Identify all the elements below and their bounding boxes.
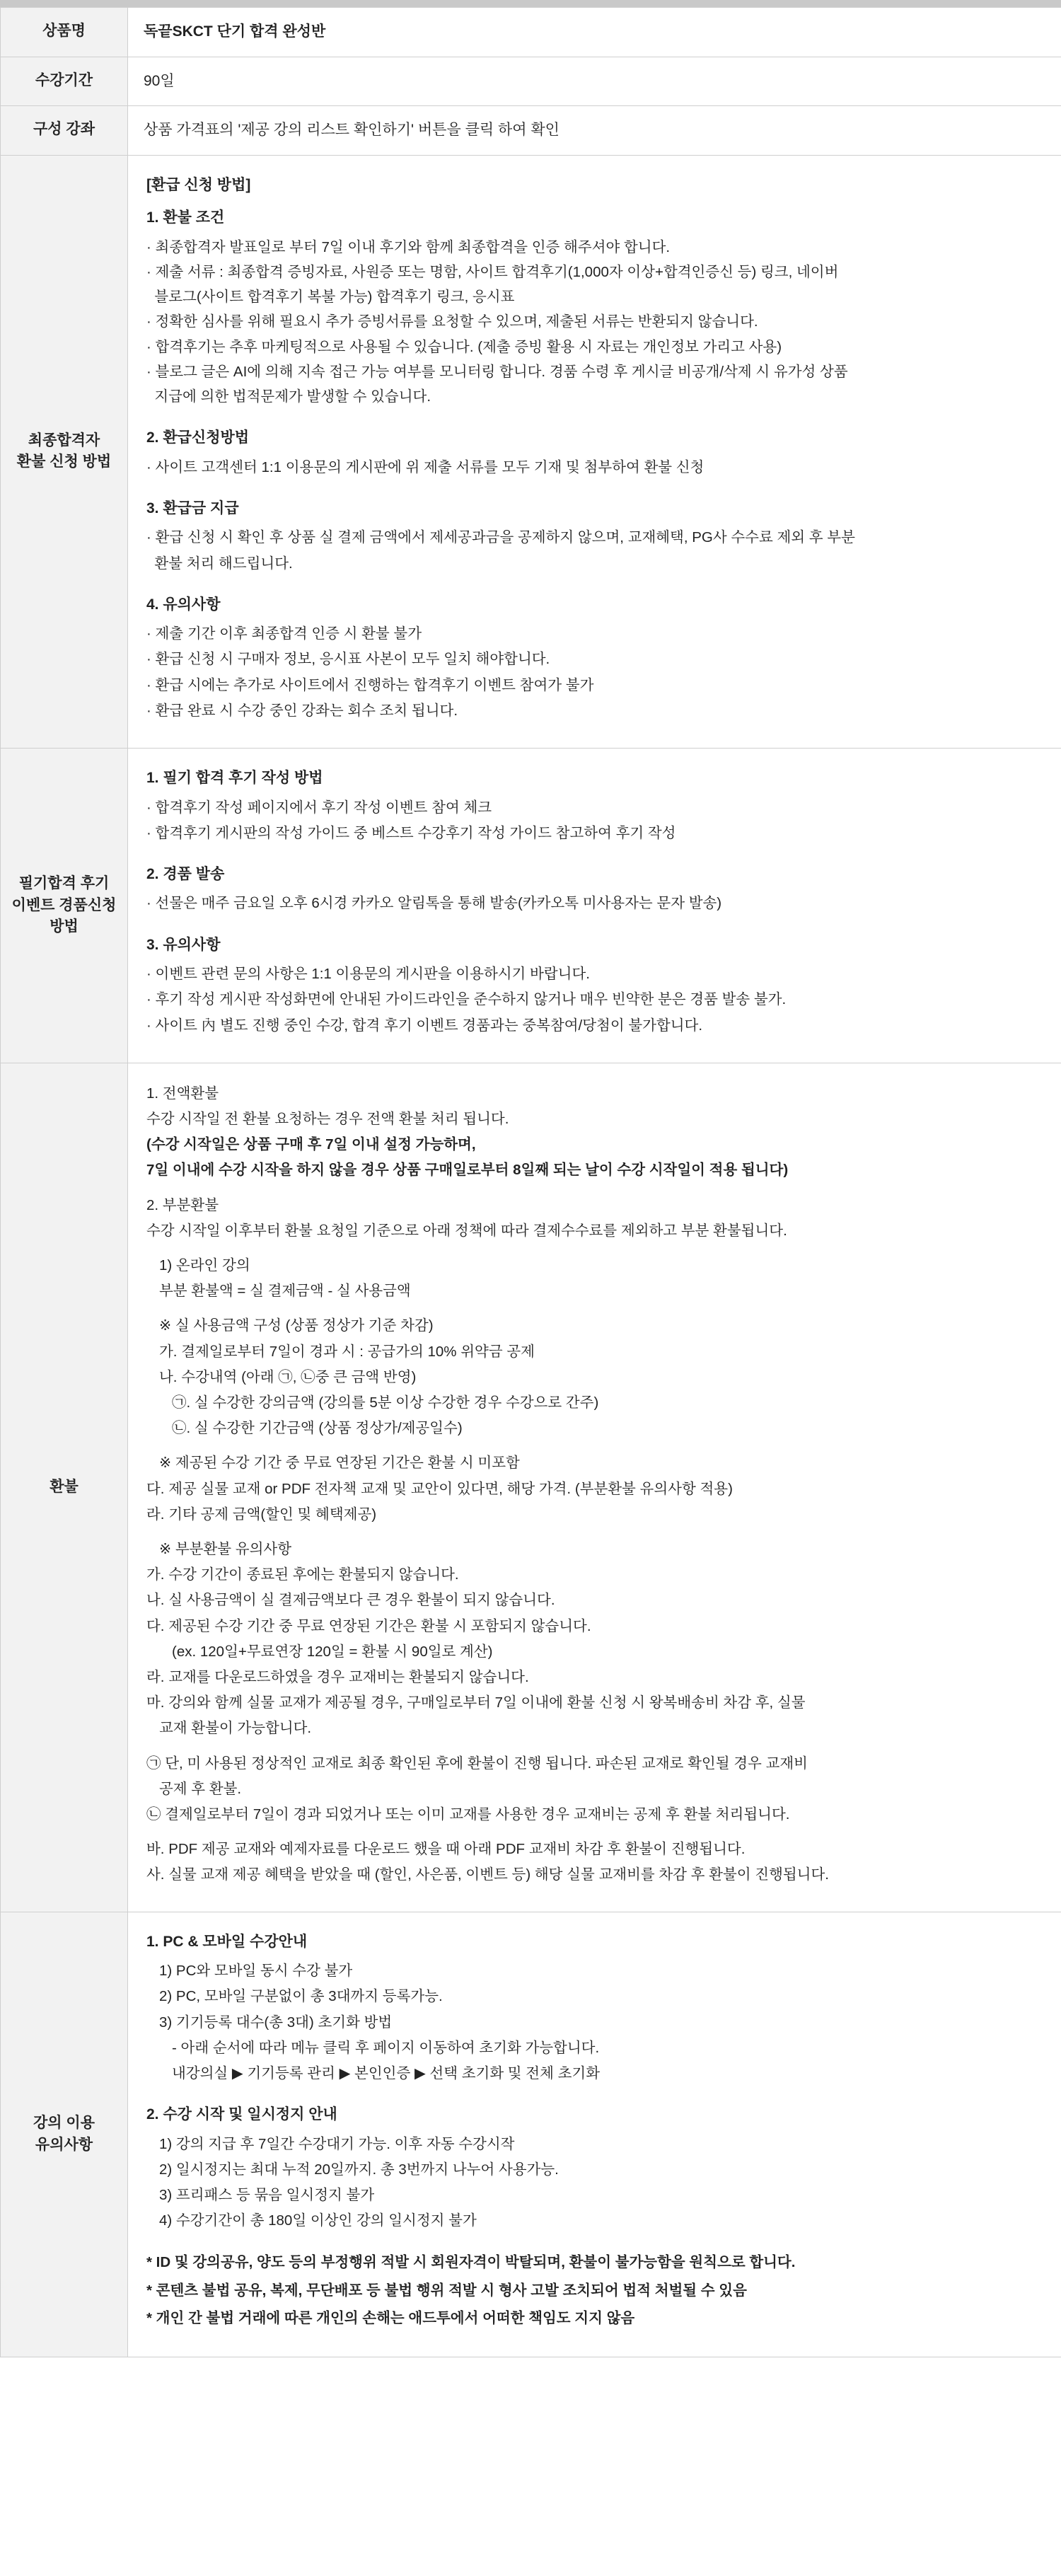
usage-line: 2) PC, 모바일 구분없이 총 3대까지 등록가능. [159,1988,443,2005]
row-value-refund-policy [128,1063,1061,1912]
refund-policy-body [144,1076,1045,1899]
row-value-usage [128,1912,1061,2357]
policy-line: 나. 실 사용금액이 실 결제금액보다 큰 경우 환불이 되지 않습니다. [146,1592,555,1609]
policy-line: 수강 시작일 이후부터 환불 요청일 기준으로 아래 정책에 따라 결제수수료를 제외하고 부분 환불됩니다. [146,1222,787,1239]
row-value-refund-application [128,155,1061,748]
policy-line: (ex. 120일+무료연장 120일 = 환불 시 90일로 계산) [172,1643,493,1660]
event-line: · 사이트 內 별도 진행 중인 수강, 합격 후기 이벤트 경품과는 중복참여/당첨이 불가합니다. [146,1017,703,1034]
event-line: · 합격후기 작성 페이지에서 후기 작성 이벤트 참여 체크 [146,799,492,816]
event-label-line3: 방법 [50,918,79,935]
policy-line: ㉡ 결제일로부터 7일이 경과 되었거나 또는 이미 교재를 사용한 경우 교재비는 공제 후 환불 처리됩니다. [146,1806,790,1823]
policy-line: 공제 후 환불. [159,1780,242,1797]
refund-group-conditions [146,207,1043,408]
refund-group-notes [146,594,1043,722]
event-group-title: 3. 유의사항 [146,936,221,953]
refund-line: · 환급 신청 시 구매자 정보, 응시표 사본이 모두 일치 해야합니다. [146,651,550,668]
event-line: · 이벤트 관련 문의 사항은 1:1 이용문의 게시판을 이용하시기 바랍니다. [146,966,590,983]
row-value-course-composition: 상품 가격표의 '제공 강의 리스트 확인하기' 버튼을 클릭 하여 확인 [128,106,1061,156]
refund-group-how-to-apply [146,427,1043,479]
table-row-refund-policy [1,1063,1061,1912]
table-row [1,8,1061,57]
policy-line: 1) 온라인 강의 [159,1257,250,1273]
refund-line: · 사이트 고객센터 1:1 이용문의 게시판에 위 제출 서류를 모두 기재 및 첨부하여 환불 신청 [146,458,705,475]
refund-line: · 환급 시에는 추가로 사이트에서 진행하는 합격후기 이벤트 참여가 불가 [146,676,594,693]
table-row-usage [1,1912,1061,2357]
usage-group-device [146,1931,1043,2086]
event-label-line1: 필기합격 후기 [18,875,110,892]
row-label-refund-policy: 환불 [1,1063,128,1912]
row-label-event [1,749,128,1063]
usage-line: 내강의실 ▶ 기기등록 관리 ▶ 본인인증 ▶ 선택 초기화 및 전체 초기화 [172,2064,601,2081]
product-spec-table [0,7,1061,2357]
event-line: · 선물은 매주 금요일 오후 6시경 카카오 알림톡을 통해 발송(카카오톡 미사용자는 문자 발송) [146,895,722,912]
refund-line: · 블로그 글은 AI에 의해 지속 접근 가능 여부를 모니터링 합니다. 경품 수령 후 게시글 비공개/삭제 시 유가성 상품 [146,363,848,380]
usage-group-start-pause [146,2103,1043,2232]
event-label-line2: 이벤트 경품신청 [11,896,117,913]
policy-line: 교재 환불이 가능합니다. [159,1720,312,1737]
refund-label-line1: 최종합격자 [28,432,100,449]
refund-line: · 제출 기간 이후 최종합격 인증 시 환불 불가 [146,625,422,642]
usage-label-line1: 강의 이용 [33,2115,95,2132]
policy-line: ※ 실 사용금액 구성 (상품 정상가 기준 차감) [159,1317,434,1334]
policy-line: (수강 시작일은 상품 구매 후 7일 이내 설정 가능하며, [146,1136,476,1153]
refund-line: · 최종합격자 발표일로 부터 7일 이내 후기와 함께 최종합격을 인증 해주셔야 합니다. [146,238,671,255]
policy-line: 7일 이내에 수강 시작을 하지 않을 경우 상품 구매일로부터 8일째 되는 날이 수강 시작일이 적용 됩니다) [146,1162,789,1179]
event-group-notes [146,934,1043,1037]
policy-line: 부분 환불액 = 실 결제금액 - 실 사용금액 [159,1283,411,1300]
refund-line: · 합격후기는 추후 마케팅적으로 사용될 수 있습니다. (제출 증빙 활용 시 자료는 개인정보 가리고 사용) [146,338,782,355]
usage-line: 3) 기기등록 대수(총 3대) 초기화 방법 [159,2014,393,2031]
event-group-howto [146,767,1043,845]
usage-line: 1) 강의 지급 후 7일간 수강대기 가능. 이후 자동 수강시작 [159,2135,515,2152]
event-line: · 합격후기 게시판의 작성 가이드 중 베스트 수강후기 작성 가이드 참고하여 후기 작성 [146,824,676,841]
refund-group-title: 1. 환불 조건 [146,209,225,226]
usage-label-line2: 유의사항 [35,2136,93,2153]
refund-label-line2: 환불 신청 방법 [16,454,112,470]
policy-line: ※ 제공된 수강 기간 중 무료 연장된 기간은 환불 시 미포함 [159,1455,520,1472]
row-value-event [128,749,1061,1063]
policy-line: 다. 제공 실물 교재 or PDF 전자책 교재 및 교안이 있다면, 해당 가격. (부분환불 유의사항 적용) [146,1480,733,1497]
policy-line: ㉠ 단, 미 사용된 정상적인 교재로 최종 확인된 후에 환불이 진행 됩니다. 파손된 교재로 확인될 경우 교재비 [146,1755,808,1772]
refund-line: · 환급 신청 시 확인 후 상품 실 결제 금액에서 제세공과금을 공제하지 않으며, 교재혜택, PG사 수수료 제외 후 부분 [146,529,855,546]
policy-line: 라. 기타 공제 금액(할인 및 혜택제공) [146,1506,377,1523]
table-row-refund-application [1,155,1061,748]
row-label-refund-application [1,155,128,748]
usage-line: 2) 일시정지는 최대 누적 20일까지. 총 3번까지 나누어 사용가능. [159,2161,559,2178]
event-group-shipping [146,863,1043,916]
policy-line: ※ 부분환불 유의사항 [159,1541,291,1557]
refund-group-payout [146,497,1043,575]
row-value-course-period: 90일 [128,57,1061,106]
usage-footnotes [146,2251,1043,2330]
refund-group-title: 2. 환급신청방법 [146,429,250,446]
event-group-title: 1. 필기 합격 후기 작성 방법 [146,770,323,787]
usage-group-title: 1. PC & 모바일 수강안내 [146,1933,308,1950]
table-row [1,57,1061,106]
refund-group-title: 4. 유의사항 [146,596,221,613]
table-row-event [1,749,1061,1063]
row-value-product-name: 독끝SKCT 단기 합격 완성반 [128,8,1061,57]
row-label-course-composition: 구성 강좌 [1,106,128,156]
policy-line: 사. 실물 교재 제공 혜택을 받았을 때 (할인, 사은품, 이벤트 등) 해당 실물 교재비를 차감 후 환불이 진행됩니다. [146,1866,829,1883]
refund-line: · 제출 서류 : 최종합격 증빙자료, 사원증 또는 명함, 사이트 합격후기(1,000자 이상+합격인증신 등) 링크, 네이버 [146,263,839,280]
policy-line: 라. 교재를 다운로드하였을 경우 교재비는 환불되지 않습니다. [146,1669,529,1686]
usage-line: - 아래 순서에 따라 메뉴 클릭 후 페이지 이동하여 초기화 가능합니다. [172,2039,600,2056]
policy-line: 다. 제공된 수강 기간 중 무료 연장된 기간은 환불 시 포함되지 않습니다. [146,1617,591,1634]
refund-line: 환불 처리 해드립니다. [146,555,293,572]
refund-line: · 환급 완료 시 수강 중인 강좌는 회수 조치 됩니다. [146,702,458,719]
usage-line: 1) PC와 모바일 동시 수강 불가 [159,1963,353,1980]
policy-line: 가. 결제일로부터 7일이 경과 시 : 공급가의 10% 위약금 공제 [159,1343,535,1360]
policy-line: 가. 수강 기간이 종료된 후에는 환불되지 않습니다. [146,1566,459,1583]
row-label-product-name: 상품명 [1,8,128,57]
policy-line: 수강 시작일 전 환불 요청하는 경우 전액 환불 처리 됩니다. [146,1110,509,1127]
footnote-line: * 개인 간 불법 거래에 따른 개인의 손해는 애드투에서 어떠한 책임도 지지 않음 [146,2309,635,2326]
policy-line: ㉠. 실 수강한 강의금액 (강의를 5분 이상 수강한 경우 수강으로 간주) [172,1394,599,1411]
top-divider-bar [0,0,1061,7]
row-label-usage [1,1912,128,2357]
policy-line: 1. 전액환불 [146,1085,219,1102]
usage-line: 3) 프리패스 등 묶음 일시정지 불가 [159,2187,375,2204]
event-line: · 후기 작성 게시판 작성화면에 안내된 가이드라인을 준수하지 않거나 매우 빈약한 분은 경품 발송 불가. [146,991,787,1008]
policy-line: ㉡. 실 수강한 기간금액 (상품 정상가/제공일수) [172,1420,463,1437]
refund-line: · 정확한 심사를 위해 필요시 추가 증빙서류를 요청할 수 있으며, 제출된 서류는 반환되지 않습니다. [146,313,758,330]
usage-group-title: 2. 수강 시작 및 일시정지 안내 [146,2106,337,2123]
bottom-spacer [0,2357,1061,2377]
refund-line: 블로그(사이트 합격후기 복불 가능) 합격후기 링크, 응시표 [146,289,515,306]
policy-line: 바. PDF 제공 교재와 예제자료를 다운로드 했을 때 아래 PDF 교재비 차감 후 환불이 진행됩니다. [146,1841,746,1858]
footnote-line: * ID 및 강의공유, 양도 등의 부정행위 적발 시 회원자격이 박탈되며, 환불이 불가능함을 원칙으로 합니다. [146,2254,796,2271]
row-label-course-period: 수강기간 [1,57,128,106]
refund-line: 지급에 의한 법적문제가 발생할 수 있습니다. [146,388,431,405]
refund-head: [환급 신청 방법] [146,176,251,193]
usage-line: 4) 수강기간이 총 180일 이상인 강의 일시정지 불가 [159,2212,477,2229]
table-row [1,106,1061,156]
footnote-line: * 콘텐츠 불법 공유, 복제, 무단배포 등 불법 행위 적발 시 형사 고발 조치되어 법적 처벌될 수 있음 [146,2282,747,2299]
policy-line: 2. 부분환불 [146,1196,219,1213]
refund-group-title: 3. 환급금 지급 [146,499,239,516]
event-group-title: 2. 경품 발송 [146,865,225,882]
policy-line: 마. 강의와 함께 실물 교재가 제공될 경우, 구매일로부터 7일 이내에 환불 신청 시 왕복배송비 차감 후, 실물 [146,1694,806,1711]
policy-line: 나. 수강내역 (아래 ㉠, ㉡중 큰 금액 반영) [159,1368,417,1385]
